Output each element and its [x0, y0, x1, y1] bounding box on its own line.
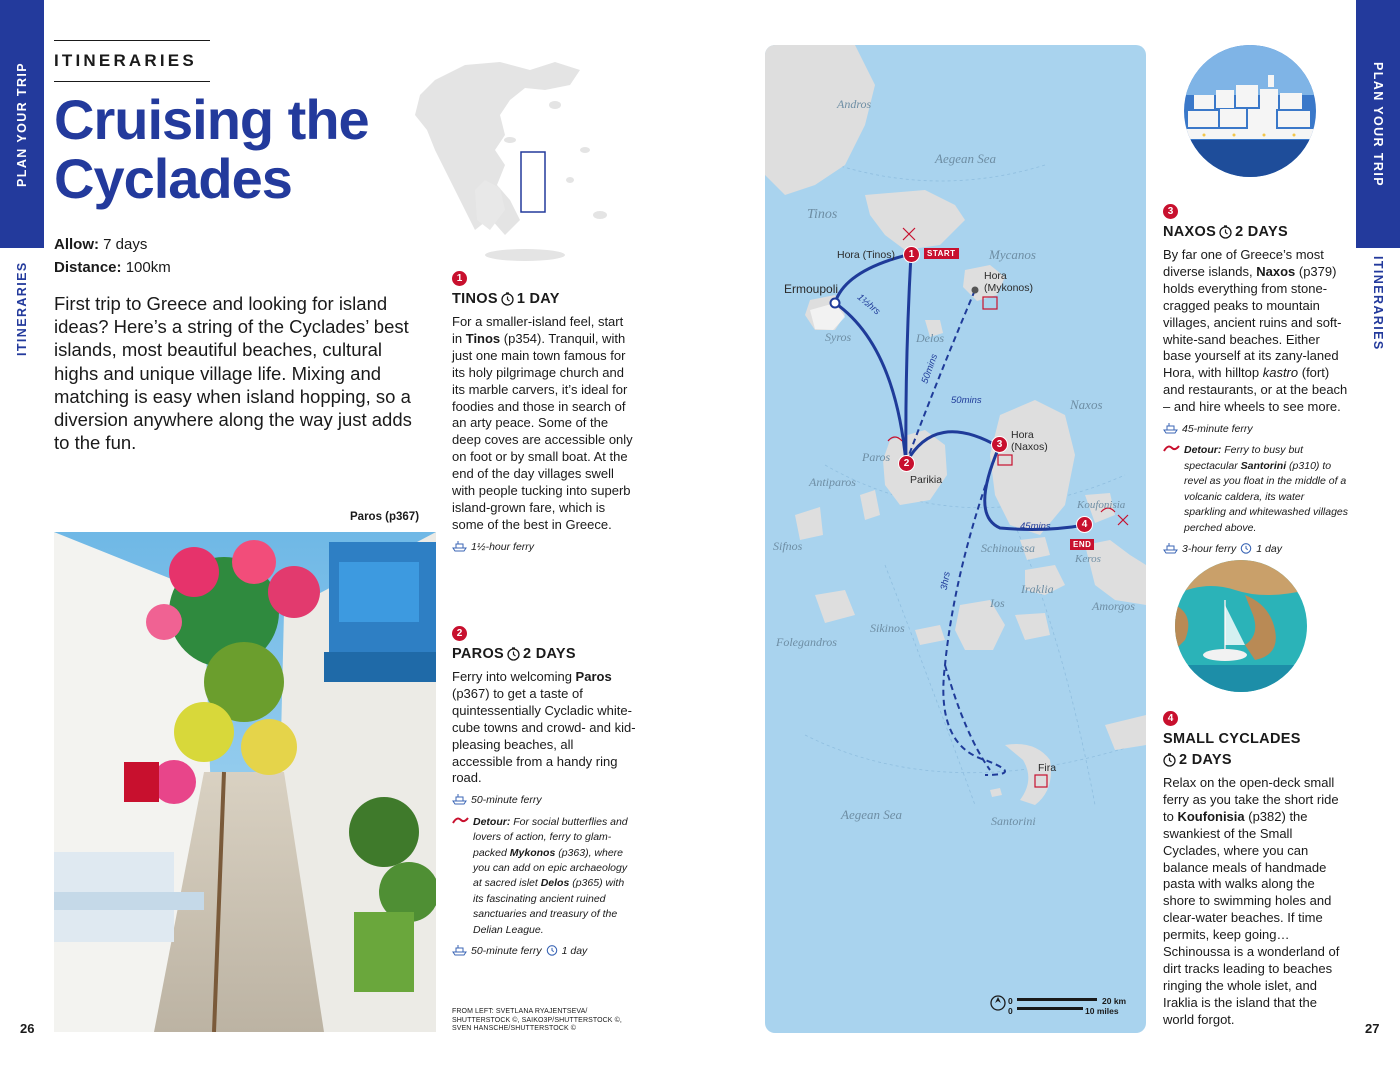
island-label-sikinos: Sikinos — [870, 621, 905, 635]
map-marker-2[interactable]: 2 — [898, 455, 915, 472]
distance-value: 100km — [125, 259, 171, 276]
map-marker-1[interactable]: 1 — [903, 246, 920, 263]
stop-body: Ferry into welcoming Paros (p367) to get a taste of quintessentially Cycladic white-cube towns and crowd- and kid-pleasing beaches, all accessible from a handy ring road. — [452, 669, 636, 786]
scale-bar — [991, 996, 1097, 1010]
intro-paragraph: First trip to Greece and looking for island ideas? Here’s a string of the Cyclades’ best islands, most beautiful beaches, cultural highs and unique village life. Mixing and matching is easy when island hopping, so a diversion anywhere along the way just adds to the fun. — [54, 293, 412, 454]
stop-heading: PAROS 2 DAYS — [452, 646, 576, 662]
stop-tinos — [452, 271, 636, 555]
stop-paros — [452, 626, 636, 959]
naxos-photo — [1184, 45, 1316, 177]
island-label-sifnos: Sifnos — [773, 539, 803, 553]
photo-caption: Paros (p367) — [350, 511, 420, 523]
page-number-right: 27 — [1365, 1021, 1380, 1036]
allow-value: 7 days — [103, 236, 148, 253]
town-label-hora-tinos: Hora (Tinos) — [837, 249, 895, 261]
stop-number-badge: 2 — [452, 626, 467, 641]
ferry-note: 50-minute ferry — [452, 793, 636, 808]
clock-icon — [546, 944, 558, 956]
island-label-schinoussa: Schinoussa — [981, 541, 1035, 555]
cyclades-route-map[interactable] — [765, 45, 1146, 1033]
scale-km-label: 20 km — [1102, 996, 1127, 1006]
clock-icon — [501, 292, 514, 306]
scale-zero-km: 0 — [1008, 996, 1013, 1006]
clock-icon — [1219, 225, 1232, 239]
detour-icon — [452, 815, 469, 825]
town-label-hora-mykonos: Hora (Mykonos) — [984, 270, 1034, 294]
greece-locator-map — [405, 40, 625, 270]
scale-zero-mi: 0 — [1008, 1006, 1013, 1016]
sea-label: Aegean Sea — [841, 807, 903, 822]
ferry-icon — [452, 793, 467, 805]
paros-street-photo — [54, 532, 436, 1032]
island-label-santorini: Santorini — [991, 814, 1036, 828]
island-label-naxos: Naxos — [1070, 397, 1103, 412]
stop-body: For a smaller-island feel, start in Tinos (p354). Tranquil, with just one main town famous for its holy pilgrimage church and its marble carvers, it’s ideal for foodies and those in search of an arty peace. Some of the deep coves are accessible only on foot or by small boat. At the end of the day villages swell with people tucking into superb island-grown fare, which is some of the best in Greece. — [452, 314, 633, 532]
end-flag: END — [1070, 539, 1094, 550]
ferry-icon — [1163, 542, 1178, 554]
island-label-syros: Syros — [825, 330, 852, 344]
stop-number-badge: 1 — [452, 271, 467, 286]
route-label-naxos-small: 45mins — [1020, 521, 1051, 532]
route-label-tinos-paros: 1½hrs — [854, 291, 883, 318]
stop-small-cyclades — [1163, 711, 1348, 1029]
island-label-mykonos: Mycanos — [989, 247, 1036, 262]
plan-your-trip-label: PLAN YOUR TRIP — [15, 61, 29, 187]
stop-heading: NAXOS 2 DAYS — [1163, 224, 1288, 240]
route-label-santorini: 3hrs — [938, 570, 953, 591]
map-marker-3[interactable]: 3 — [991, 436, 1008, 453]
sea-label: Aegean Sea — [935, 151, 997, 166]
island-label-keros: Keros — [1075, 553, 1101, 565]
town-label-ermoupoli: Ermoupoli — [784, 282, 839, 296]
island-label-andros: Andros — [837, 97, 872, 111]
island-label-ios: Ios — [990, 596, 1005, 610]
plan-your-trip-label: PLAN YOUR TRIP — [1371, 61, 1385, 187]
island-label-paros: Paros — [862, 450, 891, 464]
stop-heading: SMALL CYCLADES 2 DAYS — [1163, 731, 1301, 768]
plan-your-trip-tab[interactable] — [0, 0, 44, 248]
page-title: Cruising the Cyclades — [54, 88, 369, 210]
page-number-left: 26 — [20, 1021, 35, 1036]
ferry-icon — [452, 944, 467, 956]
island-label-iraklia: Iraklia — [1021, 582, 1054, 596]
detour-note: Detour: Ferry to busy but spectacular Santorini (p310) to revel as you float in the middle of a volcanic caldera, its water sparkling and whitewashed villages perched above. — [1163, 443, 1348, 535]
stop-heading: TINOS 1 DAY — [452, 291, 560, 307]
ferry-icon — [1163, 422, 1178, 434]
scale-mi-label: 10 miles — [1085, 1006, 1119, 1016]
clock-icon — [1163, 753, 1176, 767]
stop-naxos — [1163, 204, 1348, 557]
eyebrow-rule-top — [54, 40, 210, 41]
route-label-mykonos: 50mins — [919, 352, 941, 386]
trip-facts: Allow: 7 days Distance: 100km — [54, 236, 171, 276]
town-label-parikia: Parikia — [910, 474, 943, 486]
detour-icon — [1163, 443, 1180, 453]
itineraries-section-label: ITINERARIES — [15, 261, 29, 356]
left-sidebar — [0, 0, 44, 1077]
detour-note: Detour: For social butterflies and lovers of action, ferry to glam-packed Mykonos (p363), where you can add on epic archaeology at sacred islet Delos (p365) with its fascinating ancient ruined sanctuaries and treasury of the Delian League. — [452, 815, 636, 938]
island-label-delos: Delos — [916, 331, 944, 345]
ferry-note: 1½-hour ferry — [452, 540, 636, 555]
eyebrow-rule-bottom — [54, 81, 210, 82]
detour-ferry-note: 3-hour ferry 1 day — [1163, 542, 1348, 557]
route-label-delos: 50mins — [951, 395, 982, 406]
island-label-tinos: Tinos — [807, 207, 838, 222]
plan-your-trip-tab[interactable] — [1356, 0, 1400, 248]
eyebrow-title: ITINERARIES — [54, 51, 197, 70]
stop-number-badge: 4 — [1163, 711, 1178, 726]
koufonisia-photo — [1175, 560, 1307, 692]
town-label-fira: Fira — [1038, 762, 1057, 774]
stop-body: Relax on the open-deck small ferry as you take the short ride to Koufonisia (p382) the swankiest of the Small Cyclades, where you can balance meals of handmade pasta with walks along the shore to swimming holes and clear-water beaches. If time permits, keep going… Schinoussa is a wonderland of dirt tracks leading to beaches ringing the whole islet, and Iraklia is the island that the world forgot. — [1163, 775, 1340, 1027]
start-flag: START — [924, 248, 959, 259]
right-sidebar — [1356, 0, 1400, 1077]
ferry-note: 45-minute ferry — [1163, 422, 1348, 437]
photo-credits: FROM LEFT: SVETLANA RYAJENTSEVA/ SHUTTERSTOCK ©, SAIKO3P/SHUTTERSTOCK ©, SVEN HANSCHE/SHUTTERSTOCK © — [452, 1008, 622, 1032]
clock-icon — [507, 647, 520, 661]
itineraries-section-label: ITINERARIES — [1371, 256, 1385, 351]
stop-number-badge: 3 — [1163, 204, 1178, 219]
island-label-koufonisia: Koufonisia — [1077, 499, 1126, 511]
map-marker-4[interactable]: 4 — [1076, 516, 1093, 533]
ferry-icon — [452, 540, 467, 552]
town-label-hora-naxos: Hora (Naxos) — [1011, 429, 1048, 453]
island-label-antiparos: Antiparos — [809, 475, 856, 489]
island-label-folegandros: Folegandros — [776, 635, 837, 649]
clock-icon — [1240, 542, 1252, 554]
island-label-amorgos: Amorgos — [1092, 599, 1135, 613]
detour-ferry-note: 50-minute ferry 1 day — [452, 944, 636, 959]
stop-body: By far one of Greece’s most diverse islands, Naxos (p379) holds everything from stone-cragged peaks to mountain villages, ancient ruins and soft-white-sand beaches. Either base yourself at its zany-laned Hora, with hilltop kastro (fort) and restaurants, or at the beach – and hire wheels to see more. — [1163, 247, 1348, 415]
